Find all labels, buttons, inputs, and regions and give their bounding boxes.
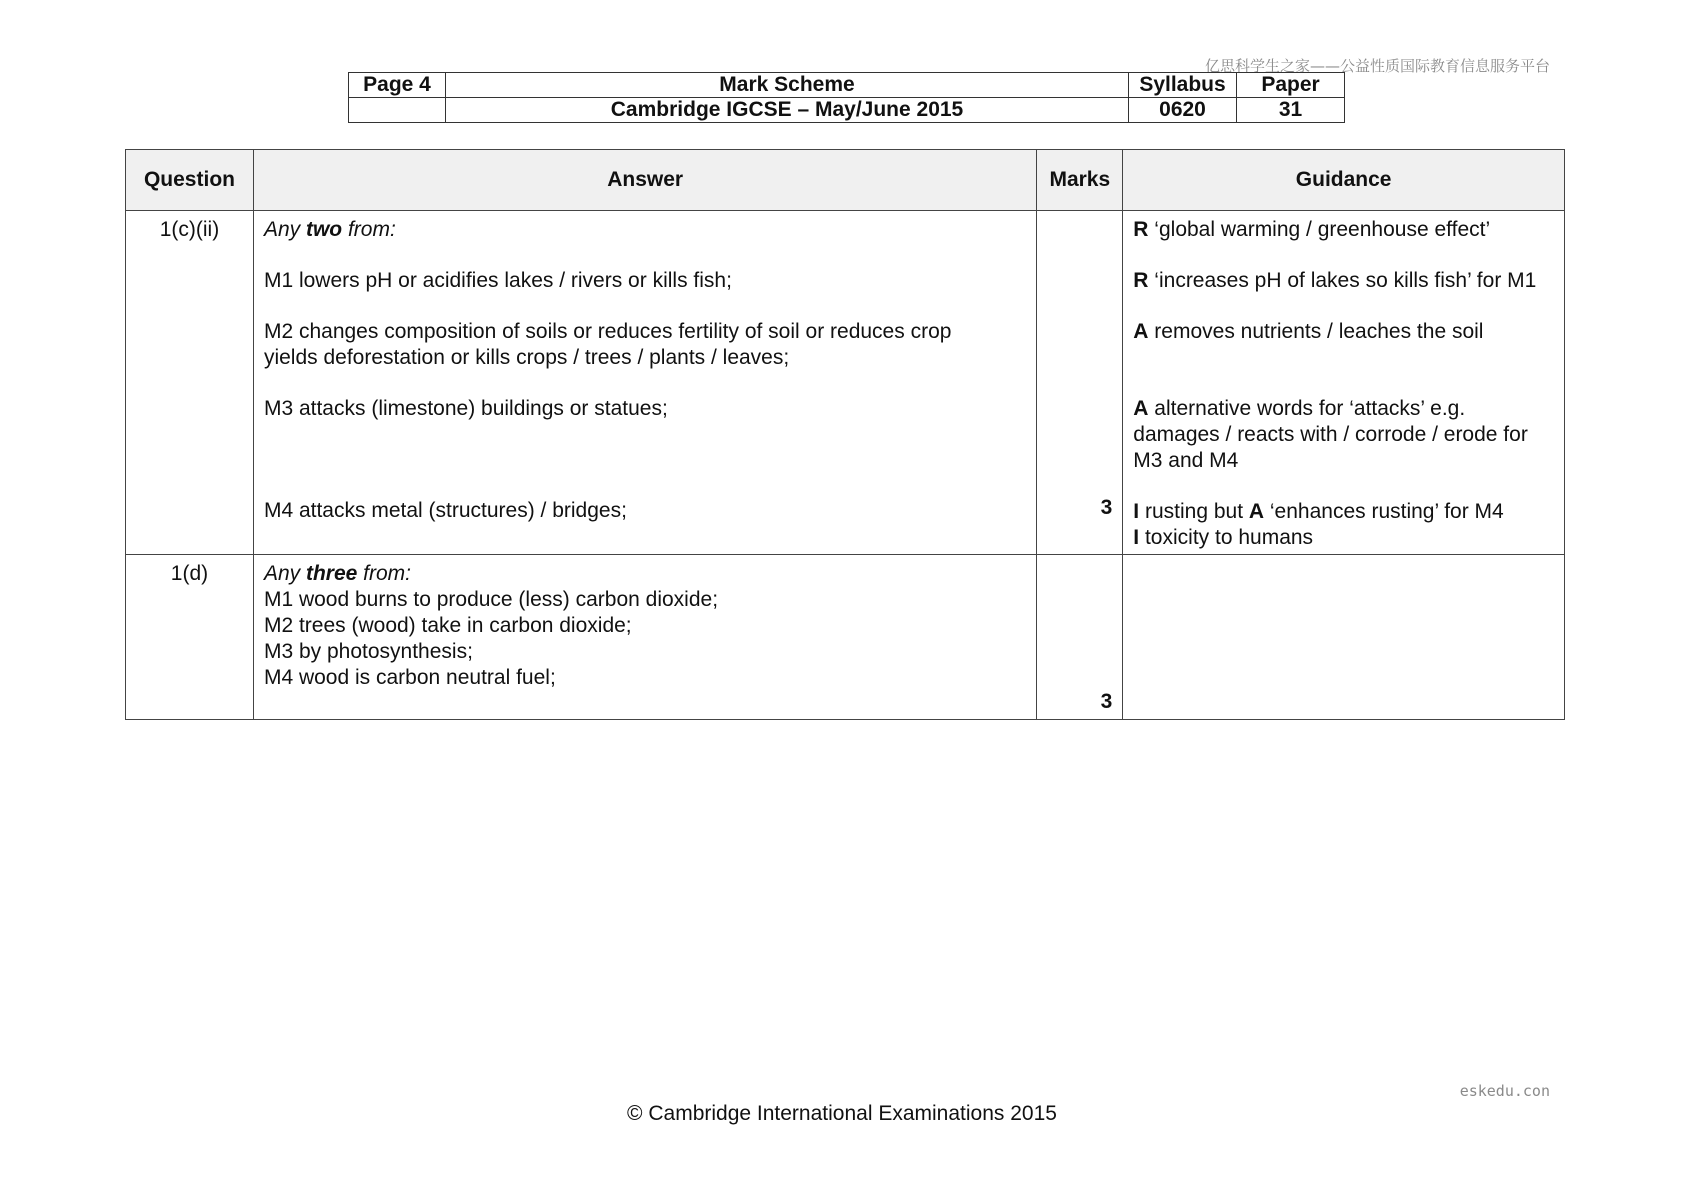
answer-cell — [253, 211, 1036, 555]
syllabus-code: 0620 — [1129, 98, 1237, 123]
copyright-footer: © Cambridge International Examinations 2015 — [627, 1102, 1057, 1125]
answer-point-m2: M2 changes composition of soils or reduces fertility of soil or reduces crop yields deforestation or kills crops / trees / plants / leaves; — [263, 320, 952, 369]
guidance-note: A removes nutrients / leaches the soil — [1133, 320, 1484, 343]
answer-point-m1: M1 lowers pH or acidifies lakes / rivers or kills fish; — [263, 269, 732, 292]
question-number: 1(c)(ii) — [126, 211, 254, 555]
syllabus-label: Syllabus — [1129, 73, 1237, 98]
guidance-note: I rusting but A ‘enhances rusting’ for M4 I toxicity to humans — [1133, 500, 1504, 549]
answer-point-m1: M1 wood burns to produce (less) carbon dioxide; — [263, 588, 719, 611]
exam-name: Cambridge IGCSE – May/June 2015 — [446, 98, 1129, 123]
mark-scheme-table — [125, 149, 1565, 720]
question-number: 1(d) — [126, 555, 254, 720]
answer-point-m4: M4 wood is carbon neutral fuel; — [263, 666, 556, 689]
table-row — [126, 211, 1565, 555]
answer-point-m3: M3 by photosynthesis; — [263, 640, 473, 663]
marks-cell — [1037, 555, 1123, 720]
column-header-guidance: Guidance — [1123, 150, 1565, 211]
page-number-empty — [349, 98, 446, 123]
answer-point-m4: M4 attacks metal (structures) / bridges; — [263, 499, 627, 522]
column-header-question: Question — [126, 150, 254, 211]
document-title: Mark Scheme — [446, 73, 1129, 98]
marks-cell — [1037, 211, 1123, 555]
column-header-answer: Answer — [253, 150, 1036, 211]
answer-cell — [253, 555, 1036, 720]
answer-intro: Any three from: — [263, 562, 412, 585]
paper-number: 31 — [1237, 98, 1345, 123]
marks-value: 3 — [1100, 690, 1113, 713]
column-header-marks: Marks — [1037, 150, 1123, 211]
watermark-top: 亿思科学生之家——公益性质国际教育信息服务平台 — [1204, 57, 1550, 75]
table-header-row — [126, 150, 1565, 211]
guidance-note: A alternative words for ‘attacks’ e.g. damages / reacts with / corrode / erode for M3 and M4 — [1133, 397, 1528, 472]
paper-label: Paper — [1237, 73, 1345, 98]
guidance-cell — [1123, 555, 1565, 720]
watermark-bottom: eskedu.con — [1459, 1082, 1550, 1100]
answer-intro: Any two from: — [263, 218, 396, 241]
guidance-cell — [1123, 211, 1565, 555]
page-header-table — [348, 72, 1345, 123]
table-row — [126, 555, 1565, 720]
answer-point-m2: M2 trees (wood) take in carbon dioxide; — [263, 614, 632, 637]
answer-point-m3: M3 attacks (limestone) buildings or statues; — [263, 397, 668, 420]
guidance-note: R ‘increases pH of lakes so kills fish’ for M1 — [1133, 269, 1537, 292]
page-number: Page 4 — [349, 73, 446, 98]
marks-value: 3 — [1100, 496, 1113, 519]
guidance-note: R ‘global warming / greenhouse effect’ — [1133, 218, 1491, 241]
